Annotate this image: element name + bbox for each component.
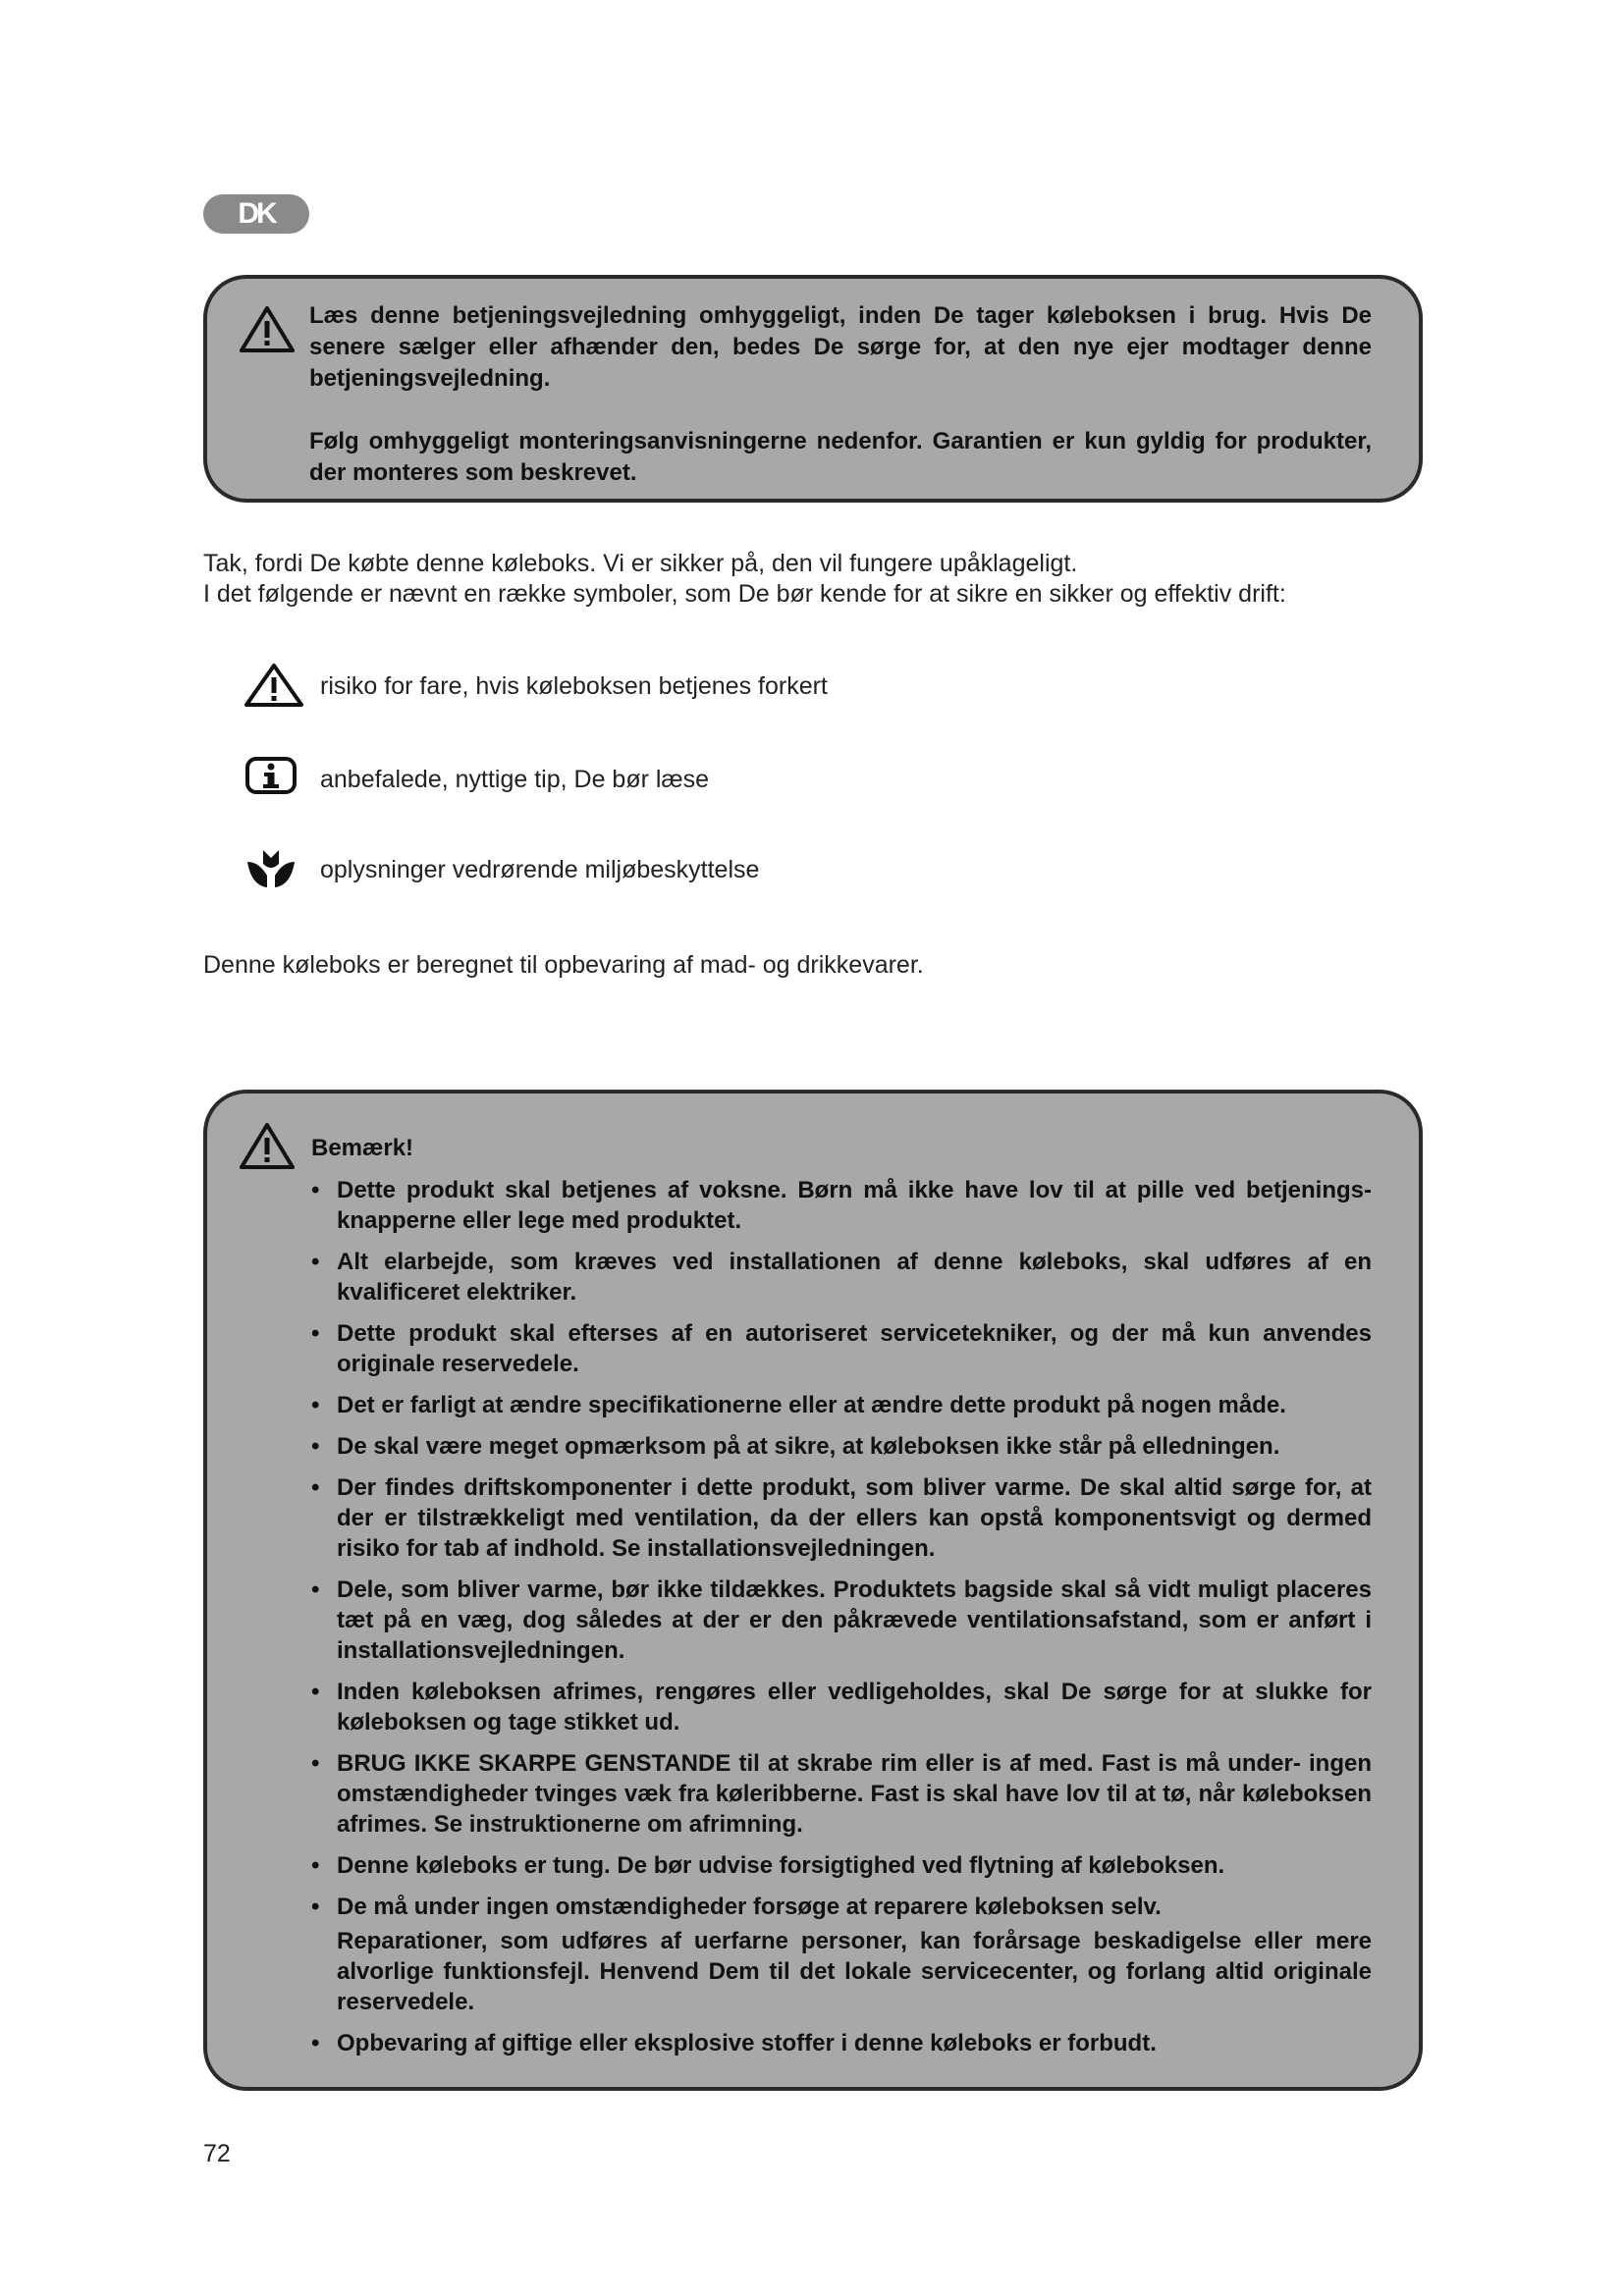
environment-icon (244, 846, 298, 891)
safety-notice-box (203, 1090, 1423, 2091)
top-notice-paragraph-1: Læs denne betjeningsvejledning omhyggeligt, inden De tager køleboksen i brug. Hvis De senere sælger eller afhænder den, bedes De sørge for, at den nye ejer modtager denne betjeningsvejledning. (309, 302, 1372, 392)
list-item: • BRUG IKKE SKARPE GENSTANDE til at skrabe rim eller is af med. Fast is må under- ingen omstændigheder tvinges væk fra køleribberne. Fast is skal have lov til at tø, når køleboksen afrimes. Se instruktionerne om afrimning. (309, 1748, 1372, 1840)
list-item: • Inden køleboksen afrimes, rengøres eller vedligeholdes, skal De sørge for at slukke for køleboksen og tage stikket ud. (309, 1677, 1372, 1737)
list-item: • Der findes driftskomponenter i dette produkt, som bliver varme. De skal altid sørge for, at der er tilstrækkeligt med ventilation, da der ellers kan opstå komponentsvigt og dermed risiko for tab af indhold. Se installationsvejledningen. (309, 1472, 1372, 1564)
symbol-environment-label: oplysninger vedrørende miljøbeskyttelse (320, 856, 760, 883)
symbol-info-label: anbefalede, nyttige tip, De bør læse (320, 766, 710, 793)
warning-triangle-icon (239, 1121, 296, 1170)
list-item: • Det er farligt at ændre specifikationerne eller at ændre dette produkt på nogen måde. (309, 1390, 1372, 1420)
list-item: • Alt elarbejde, som kræves ved installationen af denne køleboks, skal udføres af en kvalificeret elektriker. (309, 1247, 1372, 1308)
warning-triangle-icon (244, 663, 304, 708)
info-icon (244, 756, 298, 797)
top-notice-box (203, 275, 1423, 503)
list-item: • De må under ingen omstændigheder forsøge at reparere køleboksen selv. (309, 1892, 1372, 1922)
intro-line-1: Tak, fordi De købte denne køleboks. Vi er sikker på, den vil fungere upåklageligt. (203, 550, 1078, 577)
notice-list (309, 1175, 1372, 2069)
list-item: • Opbevaring af giftige eller eksplosive stoffer i denne køleboks er forbudt. (309, 2028, 1372, 2058)
list-item: • Dette produkt skal efterses af en autoriseret servicetekniker, og der må kun anvendes originale reservedele. (309, 1318, 1372, 1379)
list-item: • De skal være meget opmærksom på at sikre, at køleboksen ikke står på elledningen. (309, 1431, 1372, 1462)
symbol-warning-label: risiko for fare, hvis køleboksen betjenes forkert (320, 672, 828, 700)
list-item: • Dette produkt skal betjenes af voksne. Børn må ikke have lov til at pille ved betjenings- knapperne eller lege med produktet. (309, 1175, 1372, 1236)
list-item-continuation: Reparationer, som udføres af uerfarne personer, kan forårsage beskadigelse eller mere alvorlige funktionsfejl. Henvend Dem til det lokale servicecenter, og forlang altid originale reservedele. (337, 1928, 1372, 2015)
page-number: 72 (203, 2140, 231, 2167)
language-badge: DK (203, 194, 309, 234)
list-item: • Denne køleboks er tung. De bør udvise forsigtighed ved flytning af køleboksen. (309, 1850, 1372, 1881)
notice-title: Bemærk! (311, 1135, 414, 1161)
list-item: • Dele, som bliver varme, bør ikke tildækkes. Produktets bagside skal så vidt muligt placeres tæt på en væg, dog således at der er den påkrævede ventilationsafstand, som er anført i installationsvejledningen. (309, 1575, 1372, 1666)
warning-triangle-icon (239, 304, 296, 353)
top-notice-paragraph-2: Følg omhyggeligt monteringsanvisningerne nedenfor. Garantien er kun gyldig for produkter, der monteres som beskrevet. (309, 428, 1372, 486)
usage-text: Denne køleboks er beregnet til opbevaring af mad- og drikkevarer. (203, 951, 924, 979)
intro-line-2: I det følgende er nævnt en række symboler, som De bør kende for at sikre en sikker og effektiv drift: (203, 580, 1286, 608)
